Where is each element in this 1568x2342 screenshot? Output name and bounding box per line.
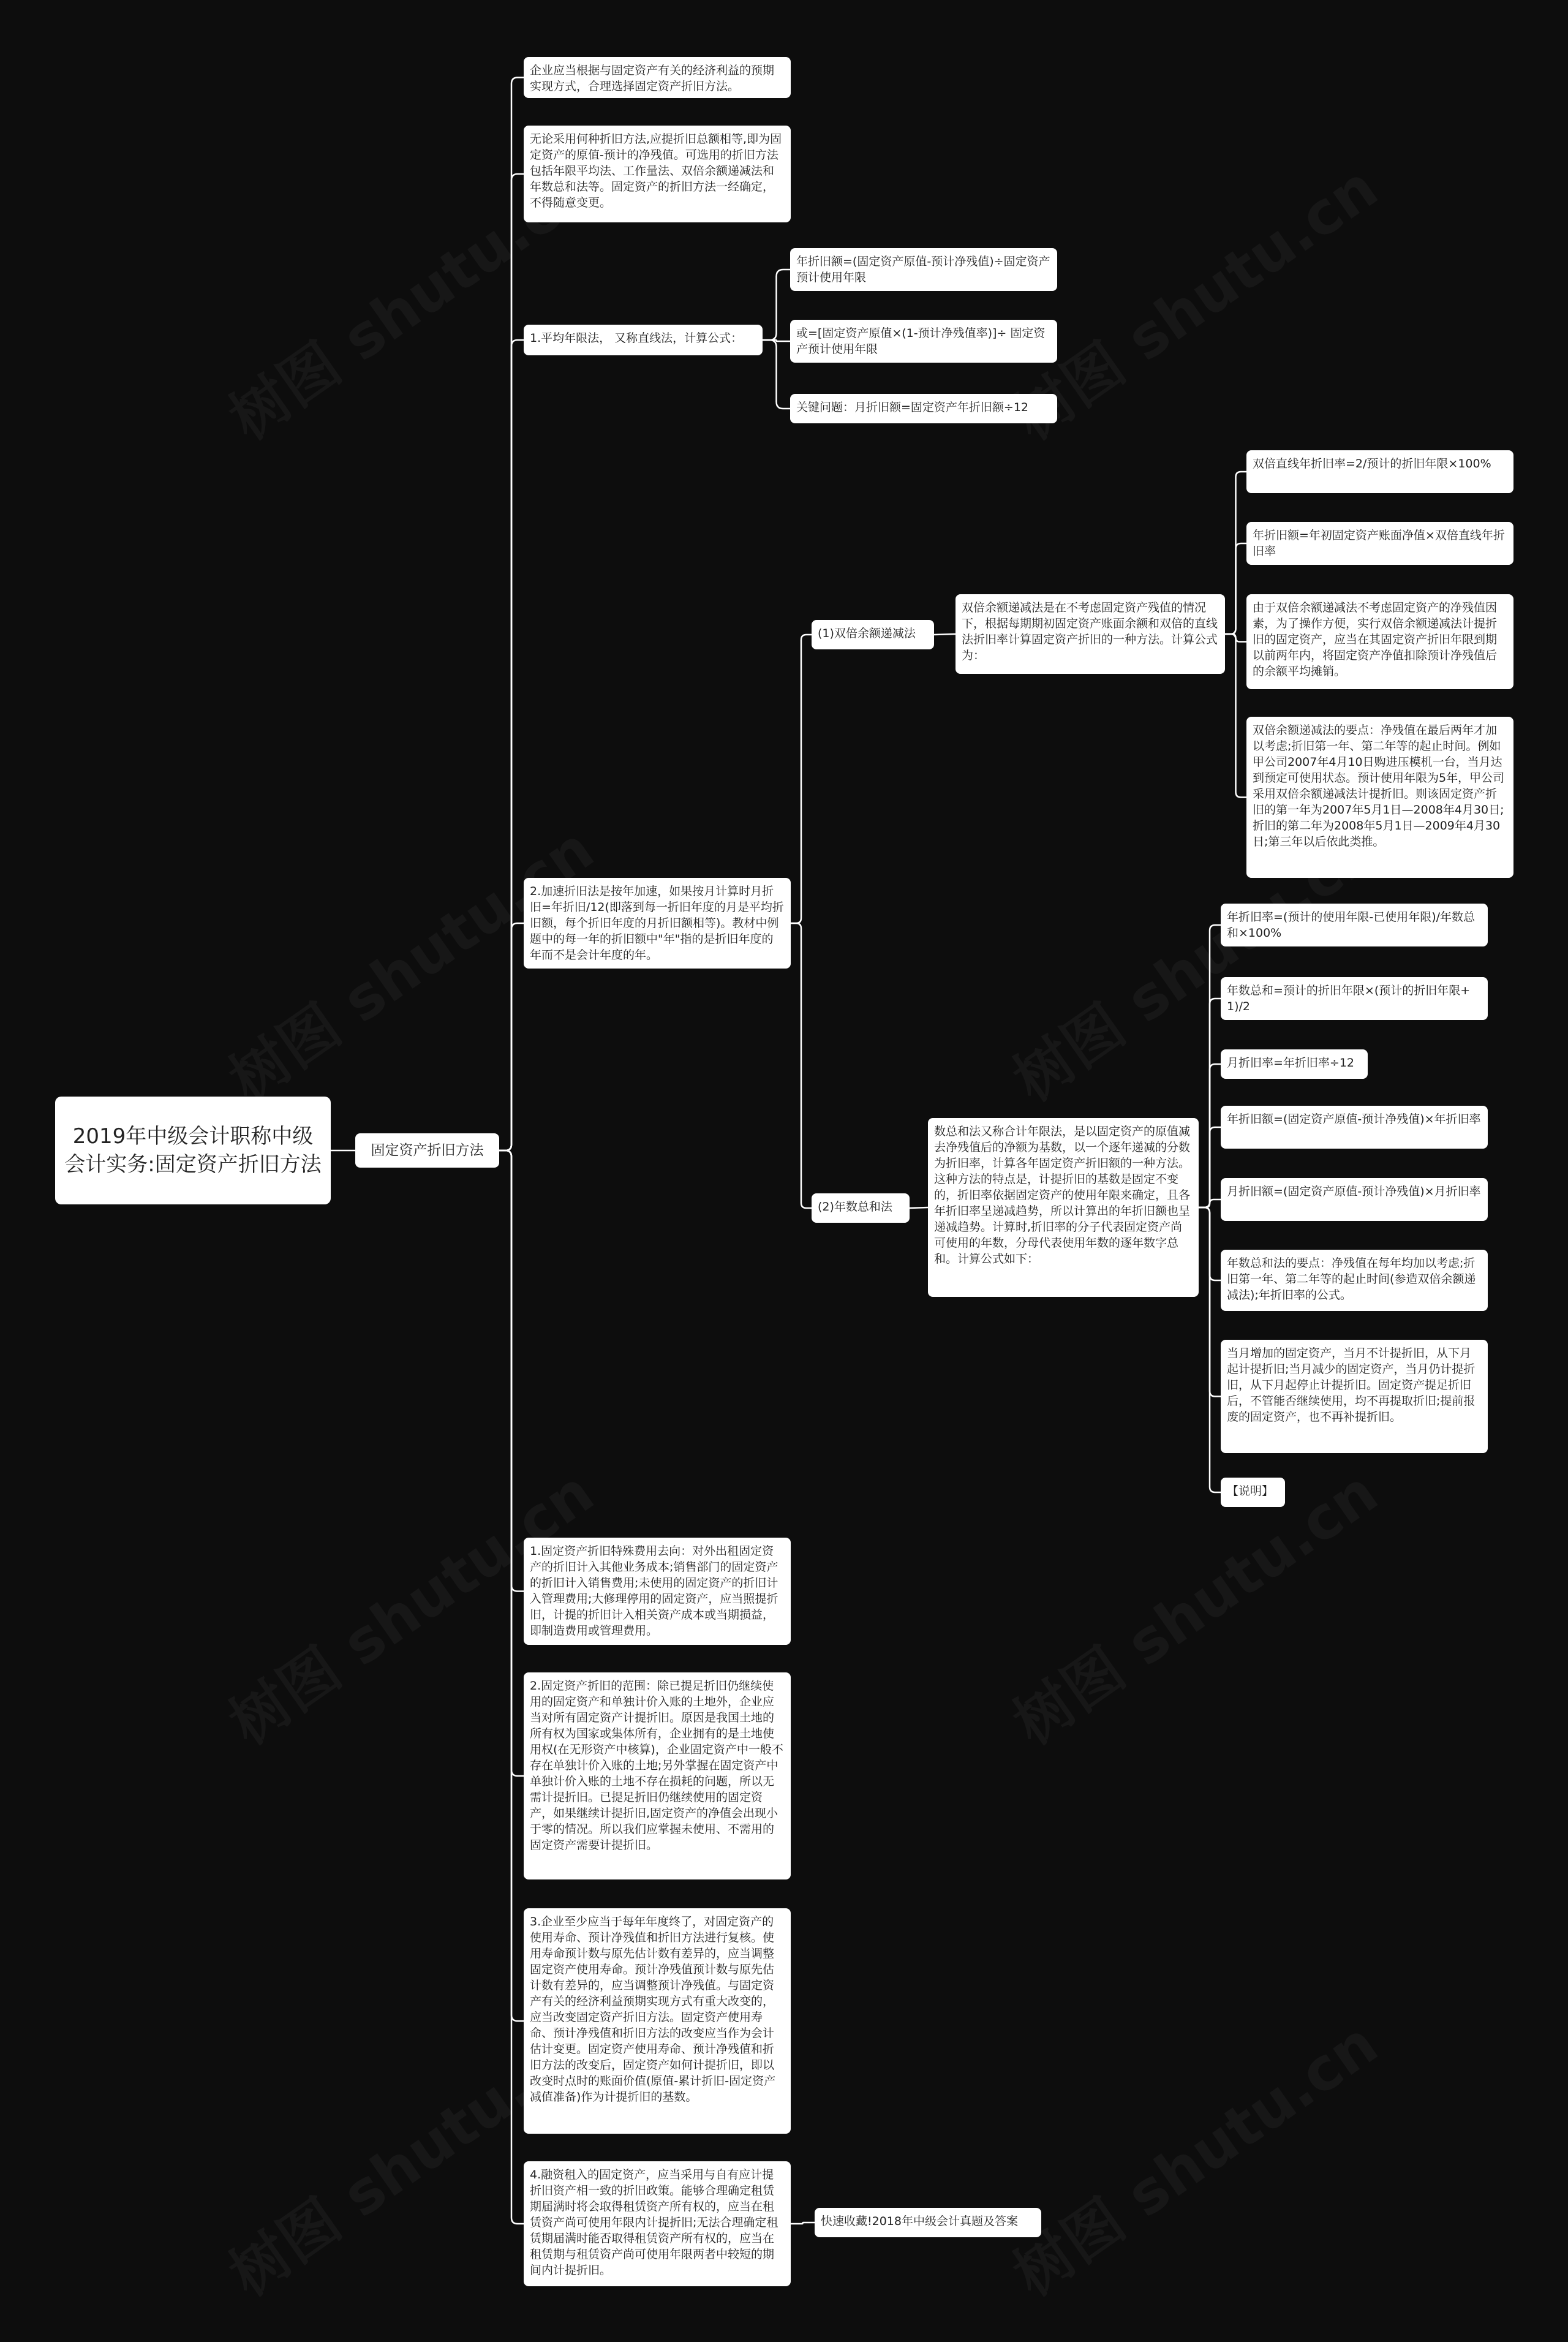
topic-node[interactable]: 双倍直线年折旧率=2/预计的折旧年限×100% (1246, 450, 1513, 493)
topic-node[interactable]: 年折旧额=(固定资产原值-预计净残值)÷固定资产预计使用年限 (790, 248, 1057, 291)
topic-node[interactable]: 2.加速折旧法是按年加速，如果按月计算时月折旧=年折旧/12(即落到每一折旧年度的月是平均折旧额，每个折旧年度的月折旧额相等)。教材中例题中的每一年的折旧额中"年"指的是折旧年度的年而不是会计年度的年。 (524, 878, 791, 969)
topic-node[interactable]: 年折旧额=(固定资产原值-预计净残值)×年折旧率 (1221, 1106, 1488, 1149)
topic-node[interactable]: 1.平均年限法， 又称直线法，计算公式： (524, 325, 763, 355)
topic-node[interactable]: 或=[固定资产原值×(1-预计净残值率)]÷ 固定资产预计使用年限 (790, 320, 1057, 363)
topic-node[interactable]: 年数总和法的要点：净残值在每年均加以考虑;折旧第一年、第二年等的起止时间(参造双倍余额递减法);年折旧率的公式。 (1221, 1250, 1488, 1311)
root-topic[interactable]: 2019年中级会计职称中级会计实务:固定资产折旧方法 (55, 1097, 331, 1204)
connector-line (910, 1207, 928, 1208)
connector-line (499, 923, 524, 1150)
topic-node[interactable]: 双倍余额递减法的要点：净残值在最后两年才加以考虑;折旧第一年、第二年等的起止时间。例如甲公司2007年4月10日购进压模机一台，当月达到预定可使用状态。预计使用年限为5年，甲公司采用双倍余额递减法计提折旧。则该固定资产折旧的第一年为2007年5月1日—2008年4月30日;折旧的第二年为2008年5月1日—2009年4月30日;第三年以后依此类推。 (1246, 717, 1513, 878)
topic-node[interactable]: 快速收藏!2018年中级会计真题及答案 (815, 2208, 1041, 2237)
connector-line (1199, 1127, 1221, 1207)
connector-line (934, 634, 956, 635)
topic-node[interactable]: 关键问题：月折旧额=固定资产年折旧额÷12 (790, 394, 1057, 423)
topic-node[interactable]: 双倍余额递减法是在不考虑固定资产残值的情况下，根据每期期初固定资产账面余额和双倍的直线法折旧率计算固定资产折旧的一种方法。计算公式为： (956, 594, 1225, 674)
topic-node[interactable]: 月折旧额=(固定资产原值-预计净残值)×月折旧率 (1221, 1178, 1488, 1221)
connector-line (791, 2223, 815, 2224)
topic-node[interactable]: 2.固定资产折旧的范围：除已提足折旧仍继续使用的固定资产和单独计价入账的土地外，企业应当对所有固定资产计提折旧。原因是我国土地的所有权为国家或集体所有，企业拥有的是土地使用权(在无形资产中核算)，企业固定资产中一般不存在单独计价入账的土地;另外掌握在固定资产中单独计价入账的土地不存在损耗的问题，所以无需计提折旧。已提足折旧仍继续使用的固定资产，如果继续计提折旧,固定资产的净值会出现小于零的情况。所以我们应掌握未使用、不需用的固定资产需要计提折旧。 (524, 1672, 791, 1879)
connector-line (1225, 634, 1246, 798)
topic-node[interactable]: 数总和法又称合计年限法，是以固定资产的原值减去净残值后的净额为基数，以一个逐年递减的分数为折旧率，计算各年固定资产折旧额的一种方法。这种方法的特点是，计提折旧的基数是固定不变的，折旧率依据固定资产的使用年限来确定，且各年折旧率呈递减趋势，所以计算出的年折旧额也呈递减趋势。计算时,折旧率的分子代表固定资产尚可使用的年数，分母代表使用年数的逐年数字总和。计算公式如下： (928, 1118, 1199, 1297)
topic-node[interactable]: 年数总和=预计的折旧年限×(预计的折旧年限+1)/2 (1221, 977, 1488, 1020)
connector-line (499, 1150, 524, 2224)
connector-line (1199, 1207, 1221, 1492)
connector-line (1199, 1199, 1221, 1207)
topic-node[interactable]: 3.企业至少应当于每年年度终了，对固定资产的使用寿命、预计净残值和折旧方法进行复核。使用寿命预计数与原先估计数有差异的，应当调整固定资产使用寿命。预计净残值预计数与原先估计数有差异的，应当调整预计净残值。与固定资产有关的经济利益预期实现方式有重大改变的，应当改变固定资产折旧方法。固定资产使用寿命、预计净残值和折旧方法的改变应当作为会计估计变更。固定资产使用寿命、预计净残值和折旧方法的改变后，固定资产如何计提折旧，即以改变时点时的账面价值(原值-累计折旧-固定资产减值准备)作为计提折旧的基数。 (524, 1908, 791, 2134)
topic-node[interactable]: 年折旧率=(预计的使用年限-已使用年限)/年数总和×100% (1221, 904, 1488, 946)
connector-line (763, 340, 790, 409)
connector-line (763, 270, 790, 340)
topic-node[interactable]: 企业应当根据与固定资产有关的经济利益的预期实现方式，合理选择固定资产折旧方法。 (524, 57, 791, 98)
connector-line (791, 923, 812, 1208)
connector-line (791, 635, 812, 923)
connector-line (1225, 543, 1246, 634)
topic-node[interactable]: 由于双倍余额递减法不考虑固定资产的净残值因素，为了操作方便，实行双倍余额递减法计提折旧的固定资产，应当在其固定资产折旧年限到期以前两年内，将固定资产净值扣除预计净残值后的余额平均摊销。 (1246, 594, 1513, 689)
topic-node[interactable]: 年折旧额=年初固定资产账面净值×双倍直线年折旧率 (1246, 522, 1513, 565)
topic-node[interactable]: 4.融资租入的固定资产，应当采用与自有应计提折旧资产相一致的折旧政策。能够合理确定租赁期届满时将会取得租赁资产所有权的，应当在租赁资产尚可使用年限内计提折旧;无法合理确定租赁期届满时能否取得租赁资产所有权的，应当在租赁期与租赁资产尚可使用年限两者中较短的期间内计提折旧。 (524, 2161, 791, 2286)
branch-topic[interactable]: 固定资产折旧方法 (355, 1133, 499, 1168)
topic-node[interactable]: (1)双倍余额递减法 (812, 620, 934, 649)
topic-node[interactable]: 1.固定资产折旧特殊费用去向：对外出租固定资产的折旧计入其他业务成本;销售部门的固定资产的折旧计入销售费用;未使用的固定资产的折旧计入管理费用;大修理停用的固定资产，应当照提折旧，计提的折旧计入相关资产成本或当期损益，即制造费用或管理费用。 (524, 1538, 791, 1645)
topic-node[interactable]: (2)年数总和法 (812, 1193, 910, 1223)
topic-node[interactable]: 月折旧率=年折旧率÷12 (1221, 1049, 1368, 1079)
topic-node[interactable]: 无论采用何种折旧方法,应提折旧总额相等,即为固定资产的原值-预计的净残值。可选用的折旧方法包括年限平均法、工作量法、双倍余额递减法和年数总和法等。固定资产的折旧方法一经确定，不得随意变更。 (524, 126, 791, 222)
topic-node[interactable]: 当月增加的固定资产，当月不计提折旧，从下月起计提折旧;当月减少的固定资产，当月仍计提折旧，从下月起停止计提折旧。固定资产提足折旧后，不管能否继续使用，均不再提取折旧;提前报废的固定资产，也不再补提折旧。 (1221, 1340, 1488, 1453)
topic-node[interactable]: 【说明】 (1221, 1478, 1285, 1507)
